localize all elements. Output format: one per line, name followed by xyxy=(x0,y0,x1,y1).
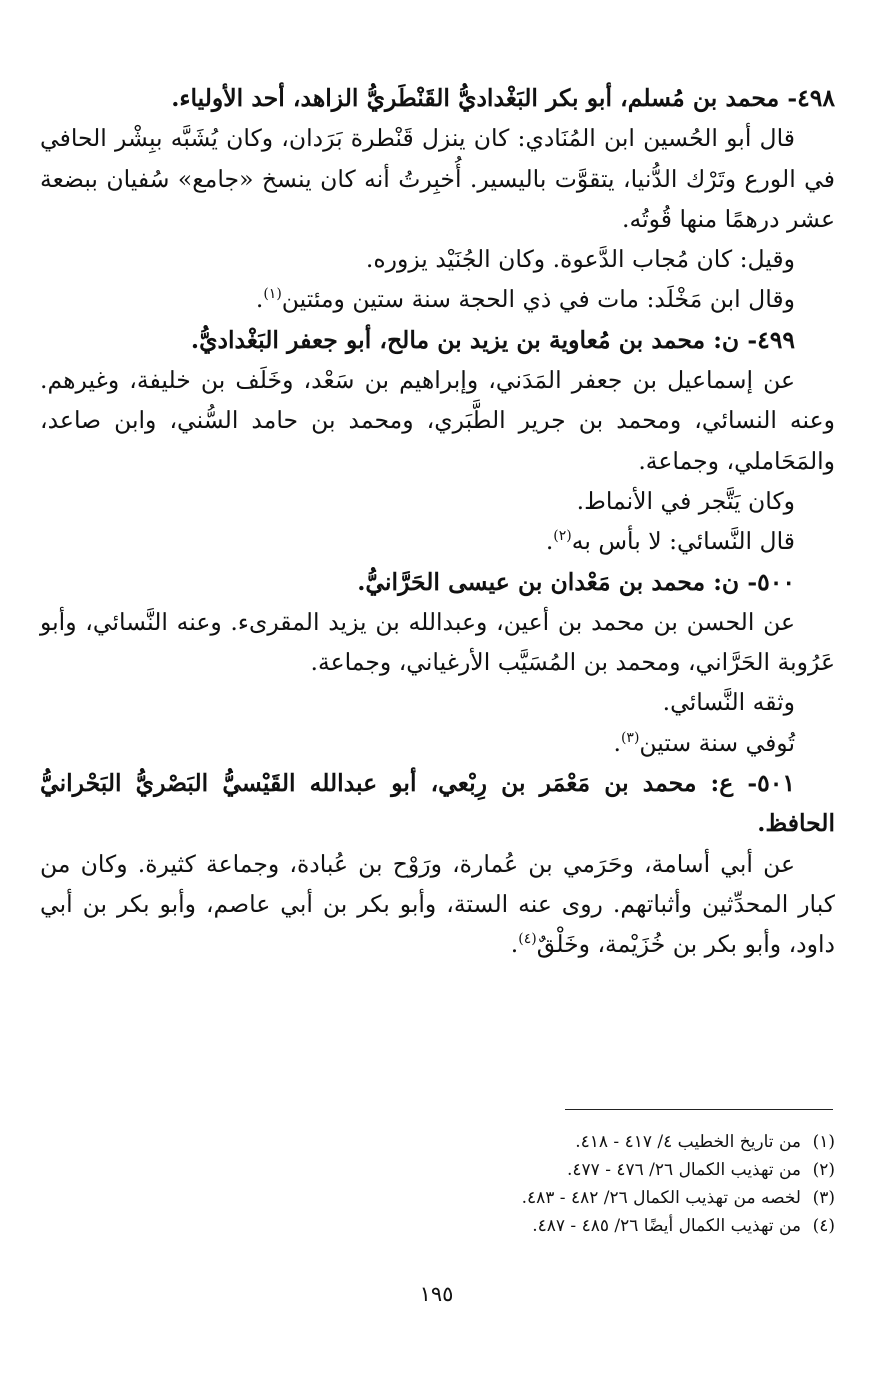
entry-paragraph: عن الحسن بن محمد بن أعين، وعبدالله بن يزيد المقرىء. وعنه النَّسائي، وأبو عَرُوبة الحَرَّاني، ومحمد بن المُسَيَّب الأرغياني، وجماعة. xyxy=(40,607,835,677)
footnote-number: (٢) xyxy=(812,1160,835,1180)
footnotes xyxy=(40,1128,835,1240)
sentence-end: . xyxy=(510,930,519,959)
footnote xyxy=(40,1128,835,1156)
paragraph-text: عن أبي أسامة، وحَرَمي بن عُمارة، ورَوْح بن عُبادة، وجماعة كثيرة. وكان من كبار المحدِّثين وأثباتهم. روى عنه الستة، وأبو بكر بن أبي عاصم، وأبو بكر بن أبي داود، وأبو بكر بن خُزَيْمة، وخَلْقٌ xyxy=(40,849,835,959)
footnote-reference: (٤) xyxy=(518,931,537,948)
sentence-end: . xyxy=(545,527,554,556)
entry-paragraph xyxy=(40,521,835,561)
footnote-reference: (١) xyxy=(263,286,282,303)
footnote-text: من تاريخ الخطيب ٤/ ٤١٧ - ٤١٨. xyxy=(575,1132,801,1152)
footnote xyxy=(40,1184,835,1212)
paragraph-text: وقال ابن مَخْلَد: مات في ذي الحجة سنة ستين ومئتين xyxy=(281,285,795,314)
footnote-number: (٣) xyxy=(812,1188,835,1208)
paragraph-text: تُوفي سنة ستين xyxy=(639,728,795,757)
entry-heading: ٤٩٩- ن: محمد بن مُعاوية بن يزيد بن مالح، أبو جعفر البَغْداديُّ. xyxy=(190,325,795,354)
page-body xyxy=(40,78,835,965)
sentence-end: . xyxy=(613,728,621,757)
entry-heading: ٥٠٠- ن: محمد بن مَعْدان بن عيسى الحَرَّانيُّ. xyxy=(357,567,795,596)
entry-paragraph: قال أبو الحُسين ابن المُنَادي: كان ينزل قَنْطرة بَرَدان، وكان يُشَبَّه ببِشْر الحافي في الورع وتَرْك الدُّنيا، يتقوَّت باليسير. أُخبِرتُ أنه كان ينسخ «جامع» سُفيان ببضعة عشر درهمًا منها قُوتُه. xyxy=(40,124,835,233)
entry-heading: ٤٩٨- محمد بن مُسلم، أبو بكر البَغْداديُّ القَنْطَريُّ الزاهد، أحد الأولياء. xyxy=(171,84,835,112)
sentence-end: . xyxy=(255,285,264,314)
footnote-reference: (٢) xyxy=(553,528,572,545)
paragraph-text: قال النَّسائي: لا بأس به xyxy=(571,527,795,556)
entry-paragraph: عن إسماعيل بن جعفر المَدَني، وإبراهيم بن سَعْد، وخَلَف بن خليفة، وغيرهم. وعنه النسائي، ومحمد بن جرير الطَّبَري، ومحمد بن حامد السُّني، وابن صاعد، والمَحَاملي، وجماعة. xyxy=(40,366,835,475)
footnote xyxy=(40,1212,835,1240)
footnote-reference: (٣) xyxy=(620,729,640,746)
footnote xyxy=(40,1156,835,1184)
entry-paragraph xyxy=(40,844,835,965)
entry-paragraph xyxy=(40,279,835,319)
footnote-number: (٤) xyxy=(812,1216,835,1236)
entry-paragraph: وكان يَتَّجر في الأنماط. xyxy=(576,486,795,515)
footnote-number: (١) xyxy=(812,1132,835,1152)
entry-paragraph: وقيل: كان مُجاب الدَّعوة. وكان الجُنَيْد يزوره. xyxy=(365,245,795,274)
footnote-divider xyxy=(565,1109,833,1110)
entry-paragraph: وثقه النَّسائي. xyxy=(662,688,795,717)
entry-heading: ٥٠١- ع: محمد بن مَعْمَر بن رِبْعي، أبو عبدالله القَيْسيُّ البَصْريُّ البَحْرانيُّ الحافظ. xyxy=(40,769,835,838)
entry-paragraph xyxy=(40,723,835,763)
footnote-text: من تهذيب الكمال أيضًا ٢٦/ ٤٨٥ - ٤٨٧. xyxy=(532,1216,801,1236)
footnote-text: لخصه من تهذيب الكمال ٢٦/ ٤٨٢ - ٤٨٣. xyxy=(521,1188,801,1208)
page-number: ١٩٥ xyxy=(419,1282,454,1306)
footnote-text: من تهذيب الكمال ٢٦/ ٤٧٦ - ٤٧٧. xyxy=(566,1160,801,1180)
